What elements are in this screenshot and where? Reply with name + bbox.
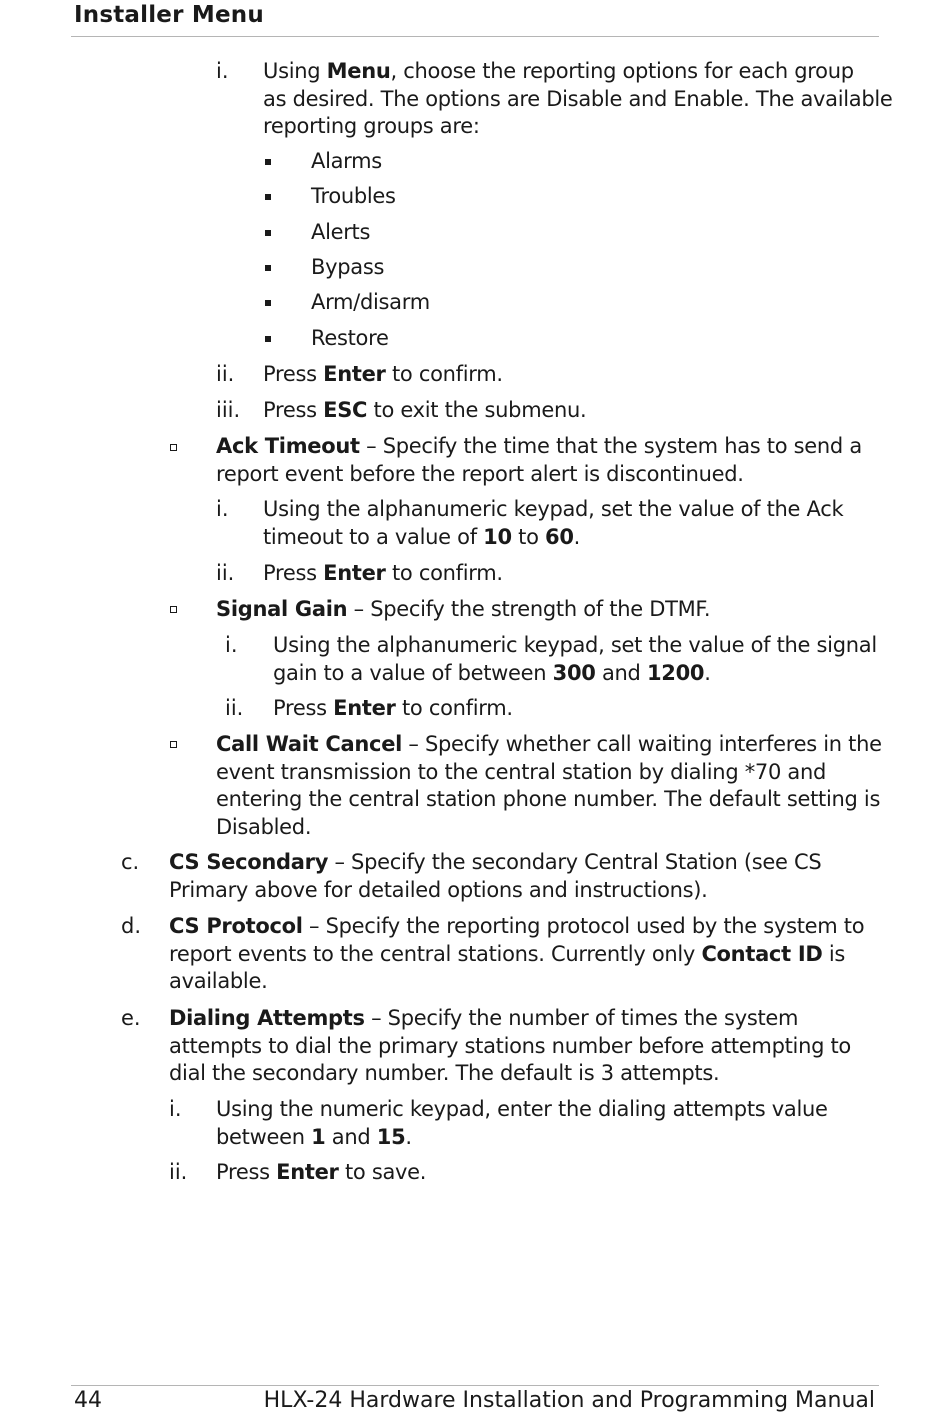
cs-protocol-text: CS Protocol – Specify the reporting protocol used by the system to report events to the central stations. Currently only Contact ID is available. <box>169 914 865 993</box>
hollow-bullet <box>170 741 177 748</box>
footer-rule <box>71 1385 879 1386</box>
ack-timeout-title: Ack Timeout <box>216 434 360 458</box>
cs-protocol-title: CS Protocol <box>169 914 303 938</box>
bullet <box>265 159 271 165</box>
list-marker: i. <box>216 497 229 521</box>
call-wait-cancel-text: Call Wait Cancel – Specify whether call waiting interferes in the event transmission to the central station by dialing *70 and entering the central station phone number. The default setting is Disabled. <box>216 732 882 839</box>
menu-keyword: Menu <box>326 59 391 83</box>
list-item: Restore <box>311 326 389 350</box>
list-item: Bypass <box>311 255 385 279</box>
dialing-attempts-step2: Press Enter to save. <box>216 1160 427 1184</box>
list-item: Troubles <box>311 184 396 208</box>
list-marker: ii. <box>216 362 235 386</box>
signal-gain-text: Signal Gain – Specify the strength of the DTMF. <box>216 597 711 621</box>
menu-confirm-text: Press Enter to confirm. <box>263 362 503 386</box>
list-marker: i. <box>169 1097 182 1121</box>
bullet <box>265 336 271 342</box>
bullet <box>265 230 271 236</box>
page-number: 44 <box>74 1388 102 1413</box>
list-marker: c. <box>121 850 140 874</box>
list-item: Alerts <box>311 220 371 244</box>
list-item: Alarms <box>311 149 382 173</box>
signal-gain-step1: Using the alphanumeric keypad, set the value of the signal gain to a value of between 300 and 1200. <box>273 633 877 685</box>
list-marker: e. <box>121 1006 141 1030</box>
list-marker: i. <box>216 59 229 83</box>
cs-secondary-title: CS Secondary <box>169 850 329 874</box>
list-marker: ii. <box>216 561 235 585</box>
header-rule <box>71 36 879 37</box>
ack-timeout-step1: Using the alphanumeric keypad, set the value of the Ack timeout to a value of 10 to 60. <box>263 497 844 549</box>
list-marker: iii. <box>216 398 241 422</box>
list-marker: i. <box>225 633 238 657</box>
list-item: Arm/disarm <box>311 290 430 314</box>
call-wait-cancel-title: Call Wait Cancel <box>216 732 403 756</box>
dialing-attempts-step1: Using the numeric keypad, enter the dialing attempts value between 1 and 15. <box>216 1097 828 1149</box>
page-header-title: Installer Menu <box>74 2 264 28</box>
dialing-attempts-title: Dialing Attempts <box>169 1006 365 1030</box>
list-marker: ii. <box>169 1160 188 1184</box>
signal-gain-title: Signal Gain <box>216 597 348 621</box>
ack-timeout-text: Ack Timeout – Specify the time that the system has to send a report event before the report alert is discontinued. <box>216 434 862 486</box>
menu-exit-text: Press ESC to exit the submenu. <box>263 398 587 422</box>
bullet <box>265 300 271 306</box>
manual-title: HLX-24 Hardware Installation and Programming Manual <box>263 1388 875 1413</box>
bullet <box>265 265 271 271</box>
cs-secondary-text: CS Secondary – Specify the secondary Central Station (see CS Primary above for detailed options and instructions). <box>169 850 822 902</box>
bullet <box>265 194 271 200</box>
ack-timeout-step2: Press Enter to confirm. <box>263 561 503 585</box>
list-marker: d. <box>121 914 142 938</box>
dialing-attempts-text: Dialing Attempts – Specify the number of times the system attempts to dial the primary stations number before attempting to dial the secondary number. The default is 3 attempts. <box>169 1006 851 1085</box>
hollow-bullet <box>170 606 177 613</box>
hollow-bullet <box>170 444 177 451</box>
list-marker: ii. <box>225 696 244 720</box>
signal-gain-step2: Press Enter to confirm. <box>273 696 513 720</box>
menu-step-text: Using Menu, choose the reporting options for each group as desired. The options are Disable and Enable. The available reporting groups are: <box>263 59 893 138</box>
